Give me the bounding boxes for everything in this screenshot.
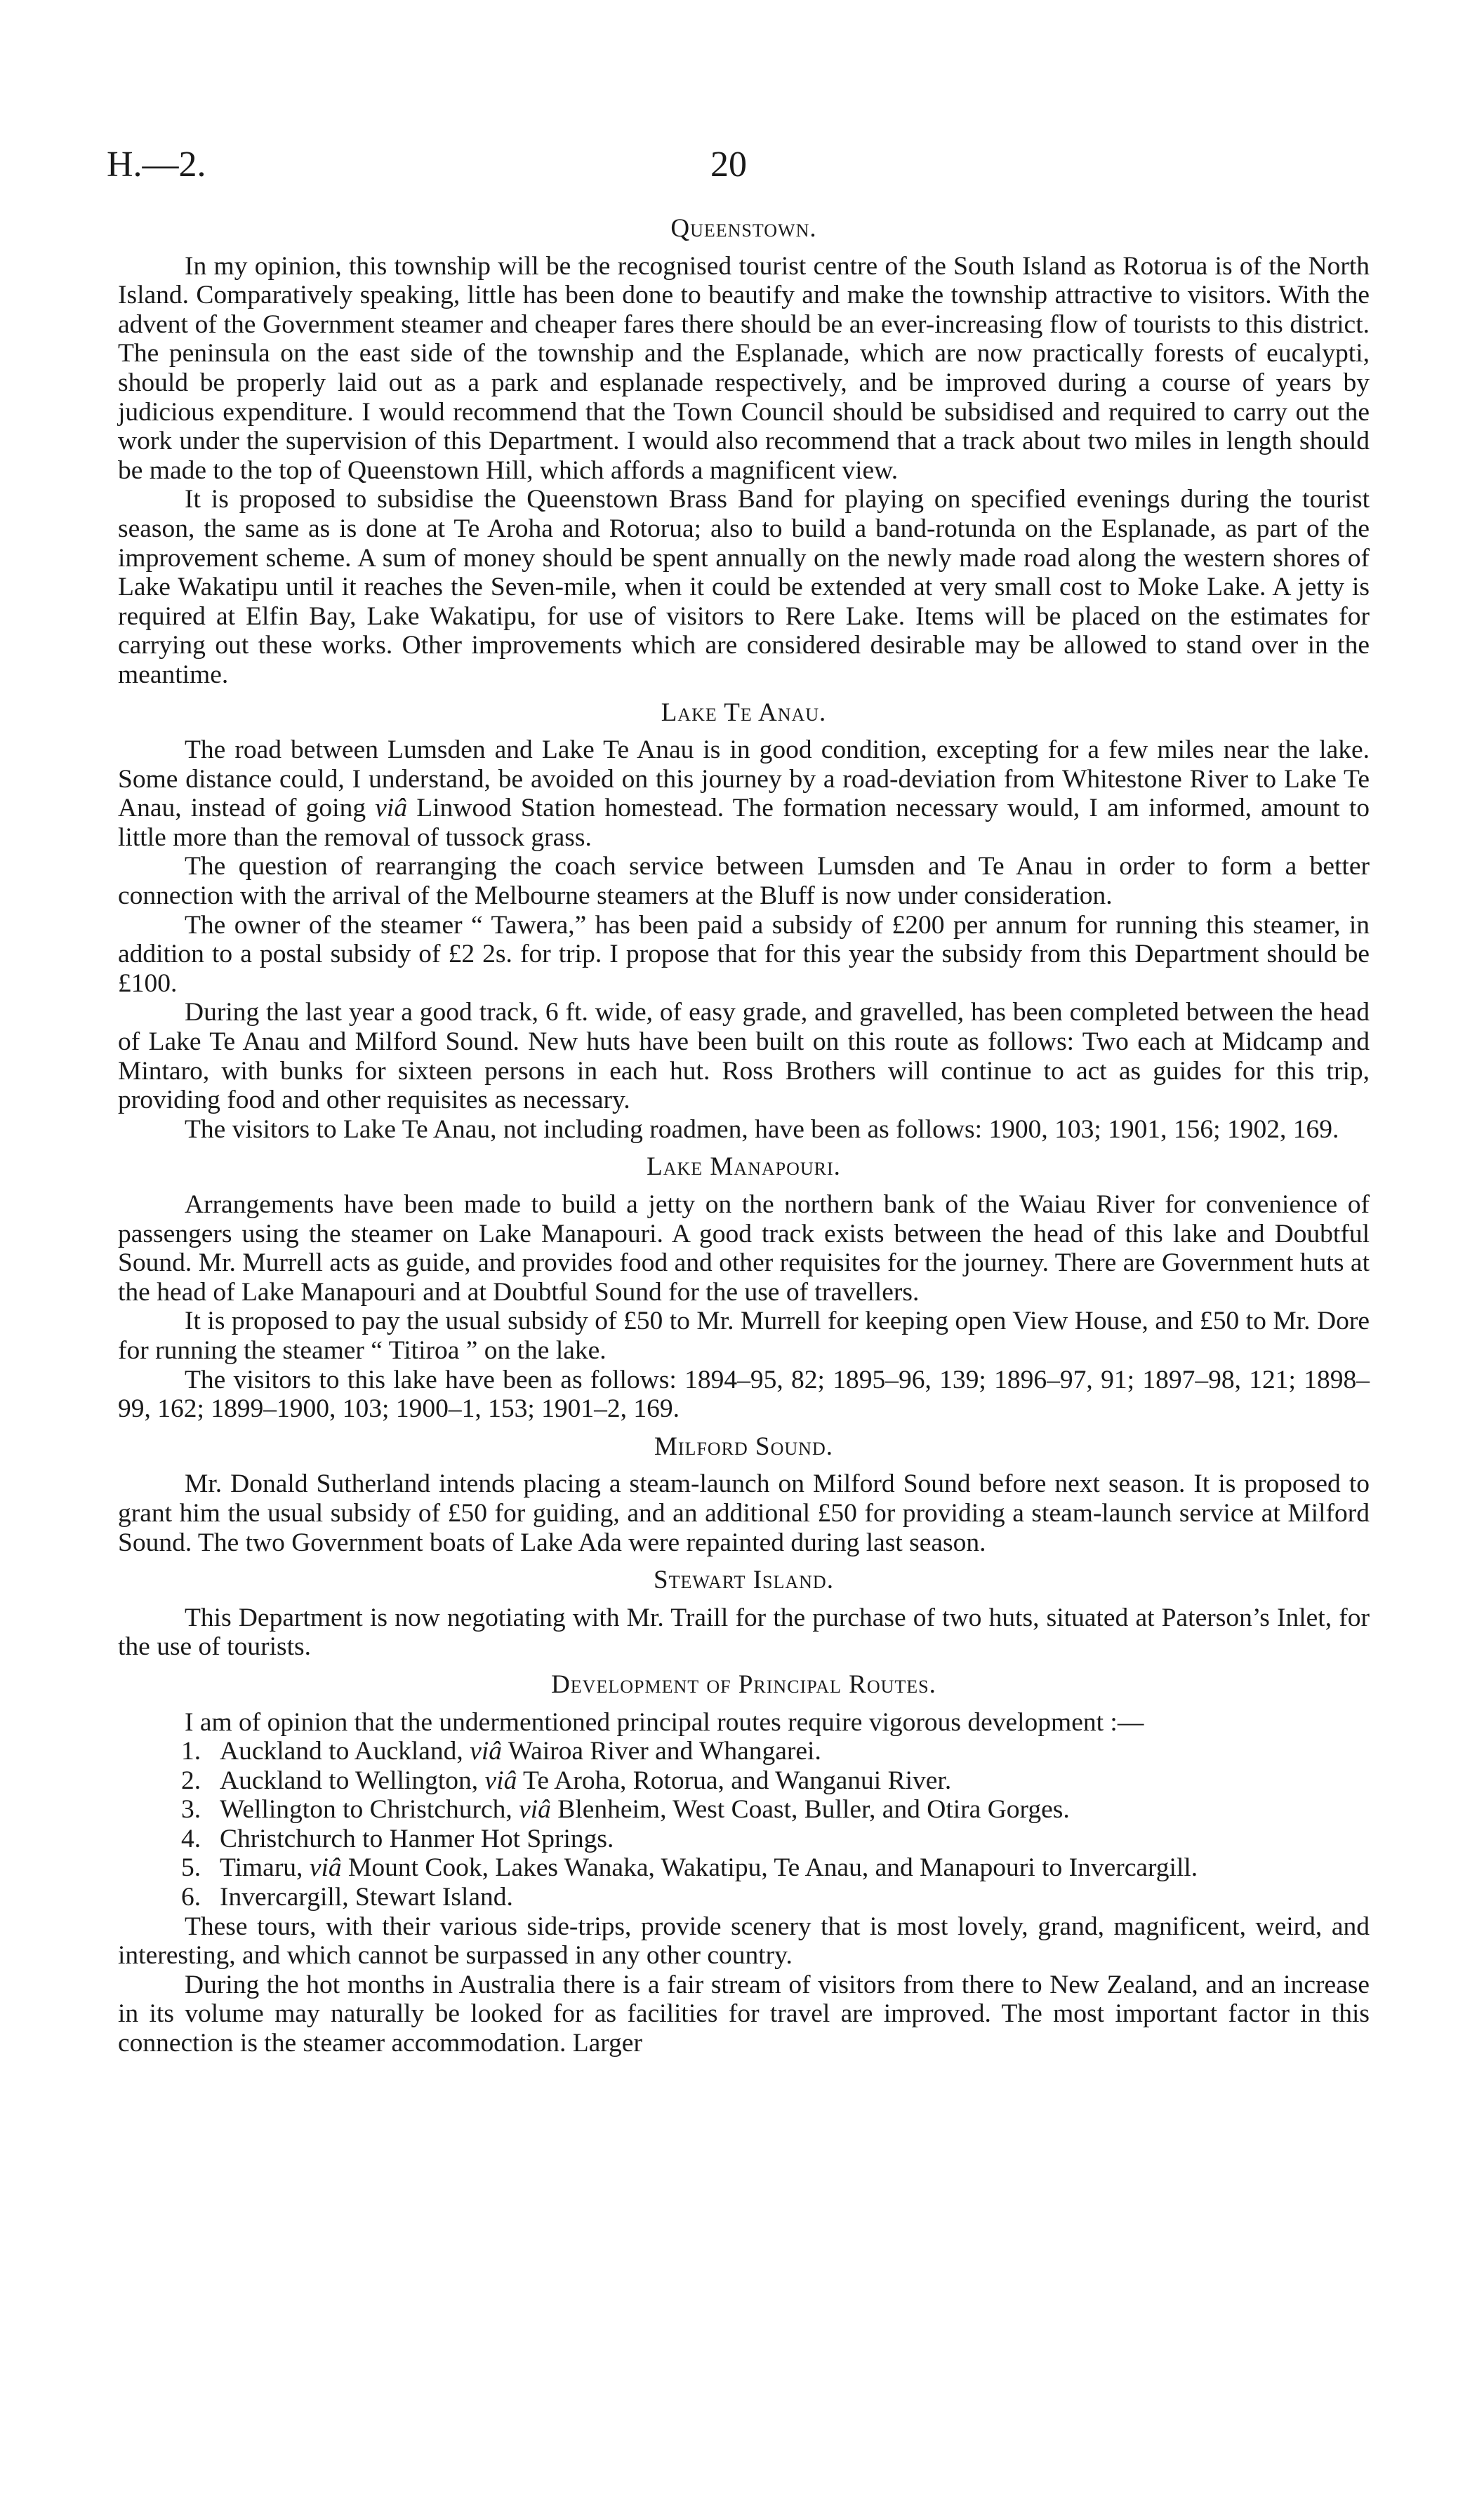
- paragraph: The owner of the steamer “ Tawera,” has been paid a subsidy of £200 per annum for running this steamer, in addition to a postal subsidy of £2 2s. for trip. I propose that for this year the subsidy from this Department should be £100.: [118, 910, 1370, 998]
- text-run: Wellington to Christchurch,: [220, 1795, 519, 1825]
- paragraph: The visitors to Lake Te Anau, not including roadmen, have been as follows: 1900, 103; 1901, 156; 1902, 169.: [185, 1114, 1339, 1144]
- italic-via: viâ: [470, 1737, 503, 1766]
- paragraph: It is proposed to subsidise the Queenstown Brass Band for playing on specified evenings during the tourist season, the same as is done at Te Aroha and Rotorua; also to build a band-rotunda on the Esplanade, as part of the improvement scheme. A sum of money should be spent annually on the newly made road along the western shores of Lake Wakatipu until it reaches the Seven-mile, when it could be extended at very small cost to Moke Lake. A jetty is required at Elfin Bay, Lake Wakatipu, for use of visitors to Rere Lake. Items will be placed on the estimates for carrying out these works. Other improvements which are considered desirable may be allowed to stand over in the meantime.: [118, 485, 1370, 689]
- list-item: [118, 1853, 1370, 1883]
- section-lake-te-anau: [118, 698, 1370, 1145]
- list-item-number: 4.: [181, 1824, 201, 1853]
- section-lake-manapouri: [118, 1152, 1370, 1423]
- text-run: Linwood Station homestead. The formation necessary would, I am informed, amount to little more than the removal of tussock grass.: [118, 794, 1370, 852]
- section-principal-routes: [118, 1670, 1370, 2058]
- list-item: [118, 1795, 1370, 1825]
- paragraph: Mr. Donald Sutherland intends placing a steam-launch on Milford Sound before next season. It is proposed to grant him the usual subsidy of £50 for guiding, and an additional £50 for providing a steam-launch service at Milford Sound. The two Government boats of Lake Ada were repainted during last season.: [118, 1469, 1370, 1557]
- paragraph: During the hot months in Australia there is a fair stream of visitors from there to New Zealand, and an increase in its volume may naturally be looked for as facilities for travel are improved. The most important factor in this connection is the steamer accommodation. Larger: [118, 1970, 1370, 2058]
- paragraph: [118, 735, 1370, 852]
- list-item: [118, 1883, 1370, 1912]
- paragraph: The visitors to this lake have been as follows: 1894–95, 82; 1895–96, 139; 1896–97, 91; 1897–98, 121; 1898–99, 162; 1899–1900, 103; 1900–1, 153; 1901–2, 169.: [118, 1365, 1370, 1424]
- text-run: Wairoa River and Whangarei.: [502, 1737, 821, 1766]
- list-item-number: 1.: [181, 1737, 201, 1766]
- paragraph: These tours, with their various side-trips, provide scenery that is most lovely, grand, magnificent, weird, and interesting, and which cannot be surpassed in any other country.: [118, 1912, 1370, 1971]
- list-item-number: 6.: [181, 1883, 201, 1912]
- document-reference: H.—2.: [107, 145, 206, 185]
- italic-via: viâ: [309, 1853, 342, 1883]
- italic-via: viâ: [484, 1766, 517, 1795]
- paragraph: This Department is now negotiating with Mr. Traill for the purchase of two huts, situated at Paterson’s Inlet, for the use of tourists.: [118, 1603, 1370, 1662]
- text-run: Mount Cook, Lakes Wanaka, Wakatipu, Te Anau, and Manapouri to Invercargill.: [341, 1853, 1198, 1883]
- paragraph: I am of opinion that the undermentioned principal routes require vigorous development :—: [185, 1707, 1144, 1737]
- section-heading-lake-te-anau: Lake Te Anau.: [661, 698, 827, 727]
- paragraph: Arrangements have been made to build a jetty on the northern bank of the Waiau River for convenience of passengers using the steamer on Lake Manapouri. A good track exists between the head of this lake and Doubtful Sound. Mr. Murrell acts as guide, and provides food and other requisites for the journey. There are Government huts at the head of Lake Manapouri and at Doubtful Sound for the use of travellers.: [118, 1190, 1370, 1307]
- list-item: [118, 1825, 1370, 1854]
- text-run: Timaru,: [220, 1853, 310, 1883]
- section-stewart-island: [118, 1566, 1370, 1662]
- paragraph: The question of rearranging the coach service between Lumsden and Te Anau in order to form a better connection with the arrival of the Melbourne steamers at the Bluff is now under consideration.: [118, 852, 1370, 911]
- section-heading-lake-manapouri: Lake Manapouri.: [647, 1152, 841, 1182]
- list-item: [118, 1737, 1370, 1766]
- text-run: Blenheim, West Coast, Buller, and Otira Gorges.: [550, 1795, 1070, 1825]
- page-body: [118, 214, 1370, 2058]
- text-run: Invercargill, Stewart Island.: [220, 1883, 513, 1912]
- text-run: The road between Lumsden and Lake Te Anau is in good condition, excepting for a few miles near the lake. Some distance could, I understand, be avoided on this journey by a road-deviation from Whitestone River to Lake Te Anau, instead of going: [118, 735, 1370, 823]
- italic-via: viâ: [375, 794, 408, 823]
- section-queenstown: [118, 214, 1370, 690]
- paragraph: It is proposed to pay the usual subsidy of £50 to Mr. Murrell for keeping open View House, and £50 to Mr. Dore for running the steamer “ Titiroa ” on the lake.: [118, 1307, 1370, 1365]
- paragraph: In my opinion, this township will be the recognised tourist centre of the South Island as Rotorua is of the North Island. Comparatively speaking, little has been done to beautify and make the township attractive to visitors. With the advent of the Government steamer and cheaper fares there should be an ever-increasing flow of tourists to this district. The peninsula on the east side of the township and the Esplanade, which are now practically forests of eucalypti, should be properly laid out as a park and esplanade respectively, and be improved during a course of years by judicious expenditure. I would recommend that the Town Council should be subsidised and required to carry out the work under the supervision of this Department. I would also recommend that a track about two miles in length should be made to the top of Queenstown Hill, which affords a magnificent view.: [118, 251, 1370, 485]
- section-milford-sound: [118, 1432, 1370, 1557]
- section-heading-stewart-island: Stewart Island.: [654, 1566, 834, 1595]
- section-heading-queenstown: Queenstown.: [670, 214, 817, 243]
- text-run: Auckland to Wellington,: [220, 1766, 485, 1795]
- text-run: Christchurch to Hanmer Hot Springs.: [220, 1824, 614, 1853]
- text-run: Auckland to Auckland,: [220, 1737, 470, 1766]
- routes-list: [118, 1737, 1370, 1912]
- section-heading-principal-routes: Development of Principal Routes.: [551, 1669, 936, 1699]
- list-item-number: 2.: [181, 1766, 201, 1795]
- paragraph: During the last year a good track, 6 ft. wide, of easy grade, and gravelled, has been completed between the head of Lake Te Anau and Milford Sound. New huts have been built on this route as follows: Two each at Midcamp and Mintaro, with bunks for sixteen persons in each hut. Ross Brothers will continue to act as guides for this trip, providing food and other requisites as necessary.: [118, 998, 1370, 1115]
- text-run: Te Aroha, Rotorua, and Wanganui River.: [517, 1766, 952, 1795]
- list-item: [118, 1766, 1370, 1796]
- italic-via: viâ: [519, 1795, 551, 1825]
- page-number: 20: [710, 145, 747, 185]
- list-item-number: 5.: [181, 1853, 201, 1883]
- section-heading-milford-sound: Milford Sound.: [654, 1432, 833, 1461]
- list-item-number: 3.: [181, 1795, 201, 1825]
